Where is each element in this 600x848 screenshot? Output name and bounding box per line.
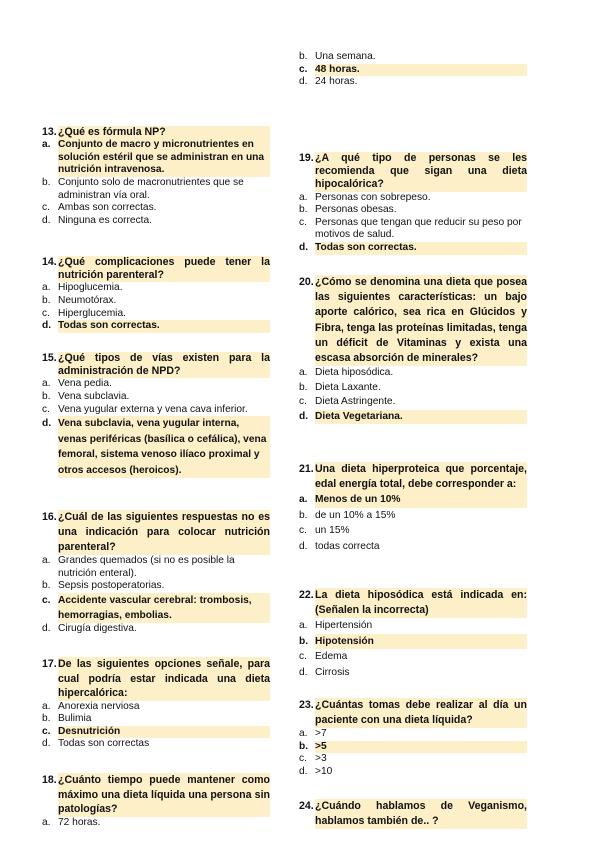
option-c: c. Hiperglucemia.: [42, 307, 126, 319]
question-text: 18. ¿Cuánto tiempo puede mantener como máximo una dieta líquida una persona sin patologías?: [42, 774, 270, 815]
question-text: 16. ¿Cuál de las siguientes respuestas no es una indicación para colocar nutrición parenteral?: [42, 511, 270, 553]
question-text: 14. ¿Qué complicaciones puede tener la nutrición parenteral?: [42, 256, 270, 282]
option-c: c. un 15%: [299, 525, 350, 536]
option-c: c. Ambas son correctas.: [42, 202, 157, 214]
option-d: d. todas correcta: [299, 540, 380, 552]
option-d-correct: d. Vena subclavia, vena yugular interna, venas periféricas (basílica o cefálica), vena femoral, sistema venoso ilíaco proximal y otros accesos (heroicos).: [42, 416, 270, 478]
option-a: a. Grandes quemados (si no es posible la nutrición enteral).: [42, 555, 235, 579]
question-text: 20. ¿Cómo se denomina una dieta que posea las siguientes características: un bajo aporte calórico, sea rica en Glúcidos y Fibra, tenga las proteínas limitadas, tenga un déficit de Vitaminas y exista una escasa absorción de minerales?: [299, 275, 527, 366]
option-d: d. Ninguna es correcta.: [42, 214, 153, 226]
option-d-correct: d. Dieta Vegetariana.: [299, 410, 527, 425]
option-c: c. Edema: [299, 651, 348, 662]
option-c: c. Vena yugular externa y vena cava inferior.: [42, 403, 248, 415]
option-c-correct: c. Desnutrición: [42, 726, 270, 739]
question-text: 21. Una dieta hiperproteica que porcentaje, edal energía total, debe corresponder a:: [299, 463, 527, 490]
option-b: b. Neumotórax.: [42, 295, 117, 306]
question-13: [42, 126, 270, 227]
question-15: [42, 352, 270, 478]
option-b: b. Vena subclavia.: [42, 391, 130, 402]
option-c-correct: c. 48 horas.: [299, 64, 527, 77]
option-b: b. de un 10% a 15%: [299, 509, 396, 521]
question-text: 17. De las siguientes opciones señale, para cual podría estar indicada una dieta hipercalórica:: [42, 658, 270, 699]
option-b-correct: b. Hipotensión: [299, 634, 527, 650]
option-a: a. >7: [299, 728, 327, 739]
option-b: b. Sepsis postoperatorias.: [42, 580, 165, 592]
option-a: a. Personas con sobrepeso.: [299, 191, 431, 203]
option-d: d. >10: [299, 765, 333, 777]
option-b-correct: b. >5: [299, 741, 527, 754]
option-b: b. Personas obesas.: [299, 204, 397, 216]
question-text: 22. La dieta hiposódica está indicada en: (Señalen la incorrecta): [299, 589, 527, 616]
question-24: [299, 799, 527, 829]
q12-continuation: [299, 51, 527, 89]
option-d-correct: d. Todas son correctas.: [42, 320, 270, 333]
option-a: a. Hipertensión: [299, 620, 373, 631]
option-a: a. Dieta hiposódica.: [299, 367, 394, 379]
option-b: b. Dieta Laxante.: [299, 381, 381, 393]
option-d: d. Cirugía digestiva.: [42, 622, 137, 634]
option-c: c. Dieta Astringente.: [299, 396, 396, 408]
option-a: a. Hipoglucemia.: [42, 282, 123, 294]
question-20: [299, 275, 527, 424]
option-a: a. Anorexia nerviosa: [42, 700, 140, 712]
question-16: [42, 510, 270, 635]
question-21: [299, 462, 527, 554]
option-b: b. Bulimia: [42, 713, 92, 725]
question-text: 23. ¿Cuántas tomas debe realizar al día un paciente con una dieta líquida?: [299, 699, 527, 726]
question-18: [42, 773, 270, 829]
option-c: c. >3: [299, 753, 327, 765]
option-d: d. Todas son correctas: [42, 738, 150, 750]
option-b: b. Conjunto solo de macronutrientes que se administran vía oral.: [42, 176, 244, 201]
question-text: 13. ¿Qué es fórmula NP?: [42, 126, 270, 139]
question-19: [299, 152, 527, 255]
question-14: [42, 256, 270, 333]
option-d: d. Cirrosis: [299, 666, 350, 678]
question-23: [299, 698, 527, 778]
question-22: [299, 588, 527, 680]
option-a: a. 72 horas.: [42, 816, 101, 828]
option-c: c. Personas que tengan que reducir su peso por motivos de salud.: [299, 216, 522, 241]
option-a-correct: a. Conjunto de macro y micronutrientes en solución estéril que se administran en una nutrición intravenosa.: [42, 139, 270, 177]
option-d: d. 24 horas.: [299, 76, 358, 88]
question-text: 15. ¿Qué tipos de vías existen para la administración de NPD?: [42, 352, 270, 378]
question-17: [42, 657, 270, 751]
option-d-correct: d. Todas son correctas.: [299, 242, 527, 255]
question-text: 24. ¿Cuándo hablamos de Veganismo, hablamos también de.. ?: [299, 800, 527, 827]
option-b: b. Una semana.: [299, 51, 376, 62]
option-a-correct: a. Menos de un 10%: [299, 492, 527, 508]
option-c-correct: c. Accidente vascular cerebral: trombosis, hemorragias, embolias.: [42, 593, 270, 623]
question-text: 19. ¿A qué tipo de personas se les recomienda que sigan una dieta hipocalórica?: [299, 152, 527, 191]
option-a: a. Vena pedia.: [42, 378, 112, 390]
